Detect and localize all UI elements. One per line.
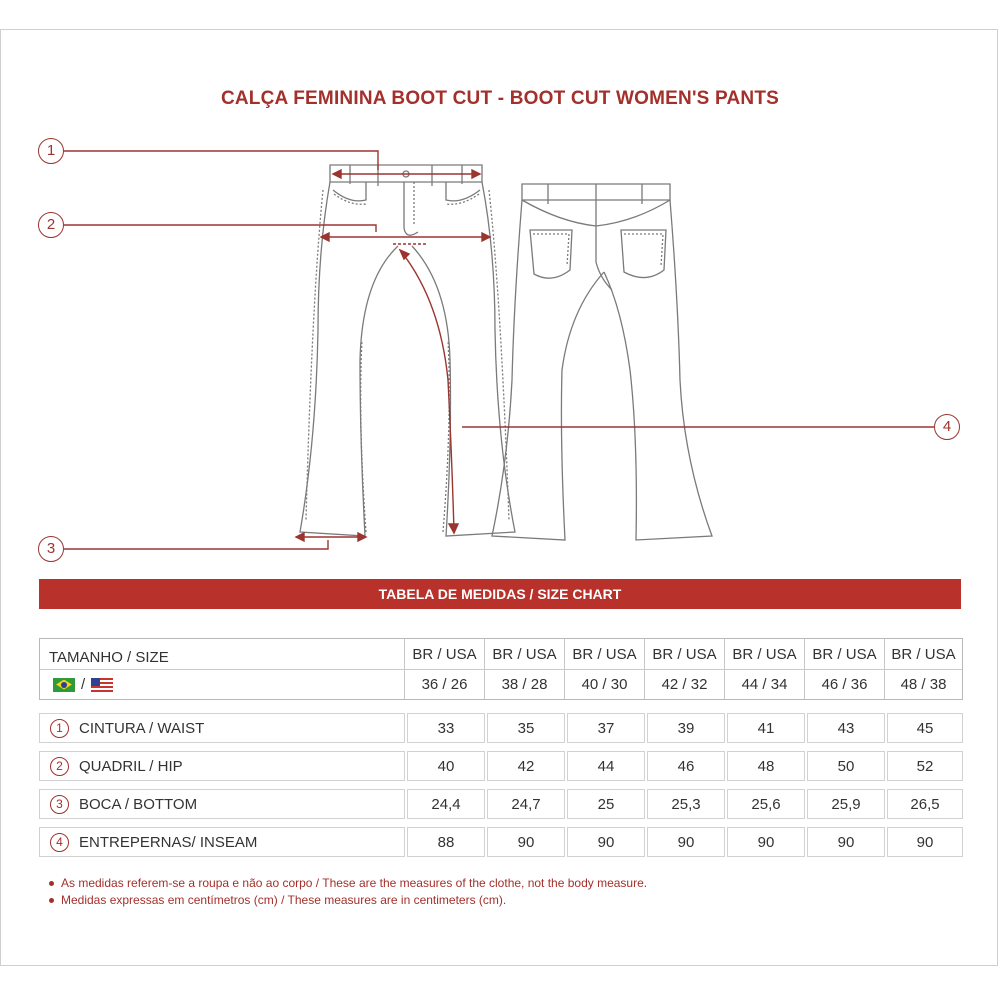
usa-flag-icon xyxy=(91,678,113,692)
size-col-header: BR / USA xyxy=(412,645,477,663)
row-label-hip xyxy=(39,751,405,781)
footnote-text: Medidas expressas em centímetros (cm) / These measures are in centimeters (cm). xyxy=(61,893,507,907)
hip-value: 44 xyxy=(567,751,645,781)
size-col-header: BR / USA xyxy=(652,645,717,663)
footnote xyxy=(49,892,647,909)
size-value: 44 / 34 xyxy=(741,676,788,693)
waist-value: 37 xyxy=(567,713,645,743)
bottom-value: 24,4 xyxy=(407,789,485,819)
waist-value: 39 xyxy=(647,713,725,743)
callout-2: 2 xyxy=(38,212,64,238)
hip-value: 52 xyxy=(887,751,963,781)
callout-4: 4 xyxy=(934,414,960,440)
row-label: QUADRIL / HIP xyxy=(79,757,183,775)
bottom-value: 25,3 xyxy=(647,789,725,819)
brazil-flag-icon xyxy=(53,678,75,692)
size-value: 48 / 38 xyxy=(900,676,947,693)
footnote-text: As medidas referem-se a roupa e não ao corpo / These are the measures of the clothe, not the body measure. xyxy=(61,876,648,890)
callout-1: 1 xyxy=(38,138,64,164)
waist-value: 43 xyxy=(807,713,885,743)
back-pants-sketch xyxy=(492,184,712,540)
inseam-value: 90 xyxy=(567,827,645,857)
inseam-value: 90 xyxy=(487,827,565,857)
row-number: 4 xyxy=(50,833,69,852)
bottom-value: 26,5 xyxy=(887,789,963,819)
size-value: 46 / 36 xyxy=(821,676,868,693)
size-col-header: BR / USA xyxy=(812,645,877,663)
hip-value: 48 xyxy=(727,751,805,781)
flag-separator: / xyxy=(81,676,86,693)
row-label-waist xyxy=(39,713,405,743)
size-value: 38 / 28 xyxy=(501,676,548,693)
size-value: 36 / 26 xyxy=(421,676,468,693)
row-label-inseam xyxy=(39,827,405,857)
row-label: BOCA / BOTTOM xyxy=(79,795,198,813)
front-pants-sketch xyxy=(300,165,515,536)
row-number: 3 xyxy=(50,795,69,814)
waist-value: 41 xyxy=(727,713,805,743)
row-number: 1 xyxy=(50,719,69,738)
hip-value: 42 xyxy=(487,751,565,781)
row-label: CINTURA / WAIST xyxy=(79,719,205,737)
waist-value: 35 xyxy=(487,713,565,743)
flags-cell xyxy=(40,670,404,699)
size-col-header: BR / USA xyxy=(891,645,956,663)
size-header-table xyxy=(39,638,963,700)
inseam-value: 88 xyxy=(407,827,485,857)
size-col-header: BR / USA xyxy=(572,645,637,663)
waist-value: 45 xyxy=(887,713,963,743)
size-label: TAMANHO / SIZE xyxy=(49,648,169,666)
page-title: CALÇA FEMININA BOOT CUT - BOOT CUT WOMEN'S PANTS xyxy=(220,88,780,109)
inseam-value: 90 xyxy=(727,827,805,857)
footnote xyxy=(49,875,647,892)
row-label: ENTREPERNAS/ INSEAM xyxy=(79,833,258,851)
bullet-icon xyxy=(49,898,54,903)
size-chart-banner: TABELA DE MEDIDAS / SIZE CHART xyxy=(39,579,961,609)
inseam-value: 90 xyxy=(887,827,963,857)
size-col-header: BR / USA xyxy=(732,645,797,663)
size-value: 40 / 30 xyxy=(581,676,628,693)
bottom-value: 25,6 xyxy=(727,789,805,819)
row-number: 2 xyxy=(50,757,69,776)
footnotes xyxy=(49,875,647,909)
waist-value: 33 xyxy=(407,713,485,743)
row-label-bottom xyxy=(39,789,405,819)
inseam-value: 90 xyxy=(807,827,885,857)
callout-3: 3 xyxy=(38,536,64,562)
size-col-header: BR / USA xyxy=(492,645,557,663)
size-value: 42 / 32 xyxy=(661,676,708,693)
hip-value: 46 xyxy=(647,751,725,781)
bottom-value: 25,9 xyxy=(807,789,885,819)
bottom-value: 24,7 xyxy=(487,789,565,819)
measurement-lines xyxy=(64,151,934,549)
bullet-icon xyxy=(49,881,54,886)
hip-value: 40 xyxy=(407,751,485,781)
inseam-value: 90 xyxy=(647,827,725,857)
hip-value: 50 xyxy=(807,751,885,781)
bottom-value: 25 xyxy=(567,789,645,819)
